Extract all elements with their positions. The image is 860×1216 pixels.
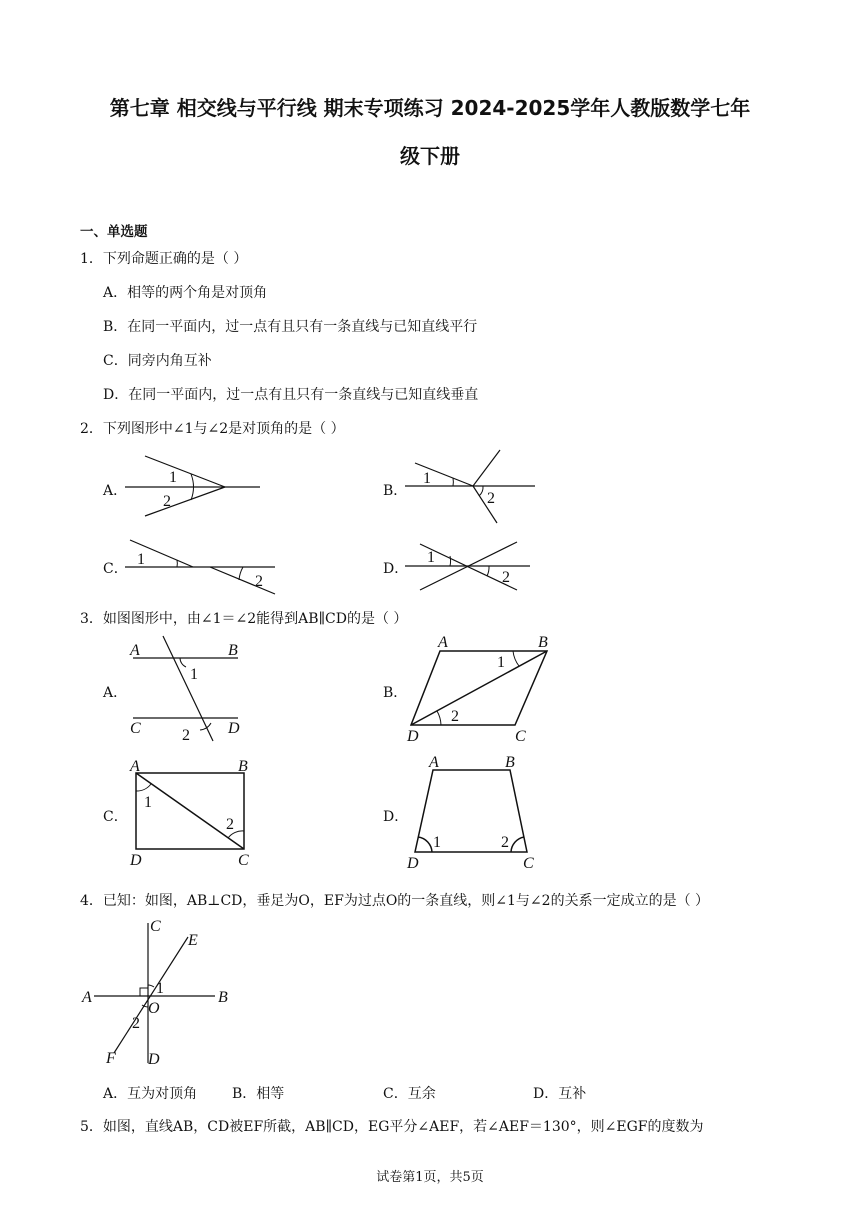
figure-label: D	[130, 852, 142, 869]
q1-option-c: C．同旁内角互补	[103, 353, 212, 369]
question-1-stem: 1．下列命题正确的是（ ）	[80, 251, 248, 267]
q3-label-a: A．	[103, 685, 128, 701]
q4-option-d: D．互补	[533, 1086, 587, 1102]
q2-figure-b	[405, 447, 545, 527]
figure-label: 2	[501, 834, 509, 851]
figure-label: O	[148, 1000, 160, 1017]
figure-label: C	[150, 918, 161, 935]
figure-label: 1	[427, 549, 435, 566]
figure-label: A	[429, 754, 439, 771]
q3-figure-c	[128, 757, 268, 867]
q3-label-c: C．	[103, 809, 128, 825]
section-heading: 一、单选题	[80, 224, 148, 240]
fig-label-2: 2	[163, 493, 171, 510]
figure-label: D	[407, 728, 419, 745]
page-title: 第七章 相交线与平行线 期末专项练习 2024-2025学年人教版数学七年	[109, 96, 751, 120]
figure-label: 1	[190, 666, 198, 683]
q4-option-b: B．相等	[232, 1086, 285, 1102]
figure-label: A	[82, 989, 92, 1006]
page-footer: 试卷第1页，共5页	[376, 1170, 484, 1185]
q2-label-a: A．	[103, 483, 128, 499]
figure-label: 2	[226, 816, 234, 833]
figure-label: 2	[451, 708, 459, 725]
figure-label: D	[148, 1051, 160, 1068]
q2-label-c: C．	[103, 561, 128, 577]
figure-label: B	[505, 754, 515, 771]
figure-label: C	[130, 720, 141, 737]
figure-label: 2	[132, 1015, 140, 1032]
q4-option-a: A．互为对顶角	[103, 1086, 198, 1102]
q3-figure-a	[128, 633, 258, 743]
q4-figure	[80, 915, 250, 1068]
figure-label: 1	[156, 980, 164, 997]
figure-label: C	[523, 855, 534, 872]
q2-label-d: D．	[383, 561, 409, 577]
figure-label: D	[228, 720, 240, 737]
q2-figure-a	[125, 452, 265, 522]
q2-label-b: B．	[383, 483, 408, 499]
figure-label: B	[538, 634, 548, 651]
question-2-stem: 2．下列图形中∠1与∠2是对顶角的是（ ）	[80, 421, 345, 437]
question-5-stem: 5．如图，直线AB，CD被EF所截，AB∥CD，EG平分∠AEF，若∠AEF＝130°，则∠EGF的度数为	[80, 1119, 704, 1135]
figure-label: E	[188, 932, 198, 949]
figure-label: 1	[433, 834, 441, 851]
q2-figure-d	[405, 538, 545, 598]
q3-label-b: B．	[383, 685, 408, 701]
figure-label: A	[130, 642, 140, 659]
figure-label: 2	[255, 573, 263, 590]
q3-label-d: D．	[383, 809, 409, 825]
q1-option-b: B．在同一平面内，过一点有且只有一条直线与已知直线平行	[103, 319, 478, 335]
figure-label: 1	[423, 470, 431, 487]
q3-figure-b	[405, 633, 555, 743]
figure-label: F	[106, 1050, 116, 1067]
q1-option-a: A．相等的两个角是对顶角	[103, 285, 268, 301]
figure-label: C	[515, 728, 526, 745]
figure-label: C	[238, 852, 249, 869]
question-4-stem: 4．已知：如图，AB⊥CD，垂足为O，EF为过点O的一条直线，则∠1与∠2的关系一定成立的是（ ）	[80, 893, 710, 909]
figure-label: B	[228, 642, 238, 659]
figure-label: 2	[182, 727, 190, 744]
page-title-line2: 级下册	[400, 144, 460, 168]
figure-label: A	[130, 758, 140, 775]
q2-figure-c	[125, 536, 285, 596]
q4-option-c: C．互余	[383, 1086, 436, 1102]
fig-label-1: 1	[169, 469, 177, 486]
figure-label: 1	[137, 551, 145, 568]
question-3-stem: 3．如图图形中，由∠1＝∠2能得到AB∥CD的是（ ）	[80, 611, 408, 627]
figure-label: A	[438, 634, 448, 651]
figure-label: B	[218, 989, 228, 1006]
q1-option-d: D．在同一平面内，过一点有且只有一条直线与已知直线垂直	[103, 387, 479, 403]
figure-label: B	[238, 758, 248, 775]
figure-label: 2	[487, 490, 495, 507]
figure-label: D	[407, 855, 419, 872]
figure-label: 2	[502, 569, 510, 586]
q3-figure-d	[405, 755, 545, 870]
figure-label: 1	[144, 794, 152, 811]
figure-label: 1	[497, 654, 505, 671]
